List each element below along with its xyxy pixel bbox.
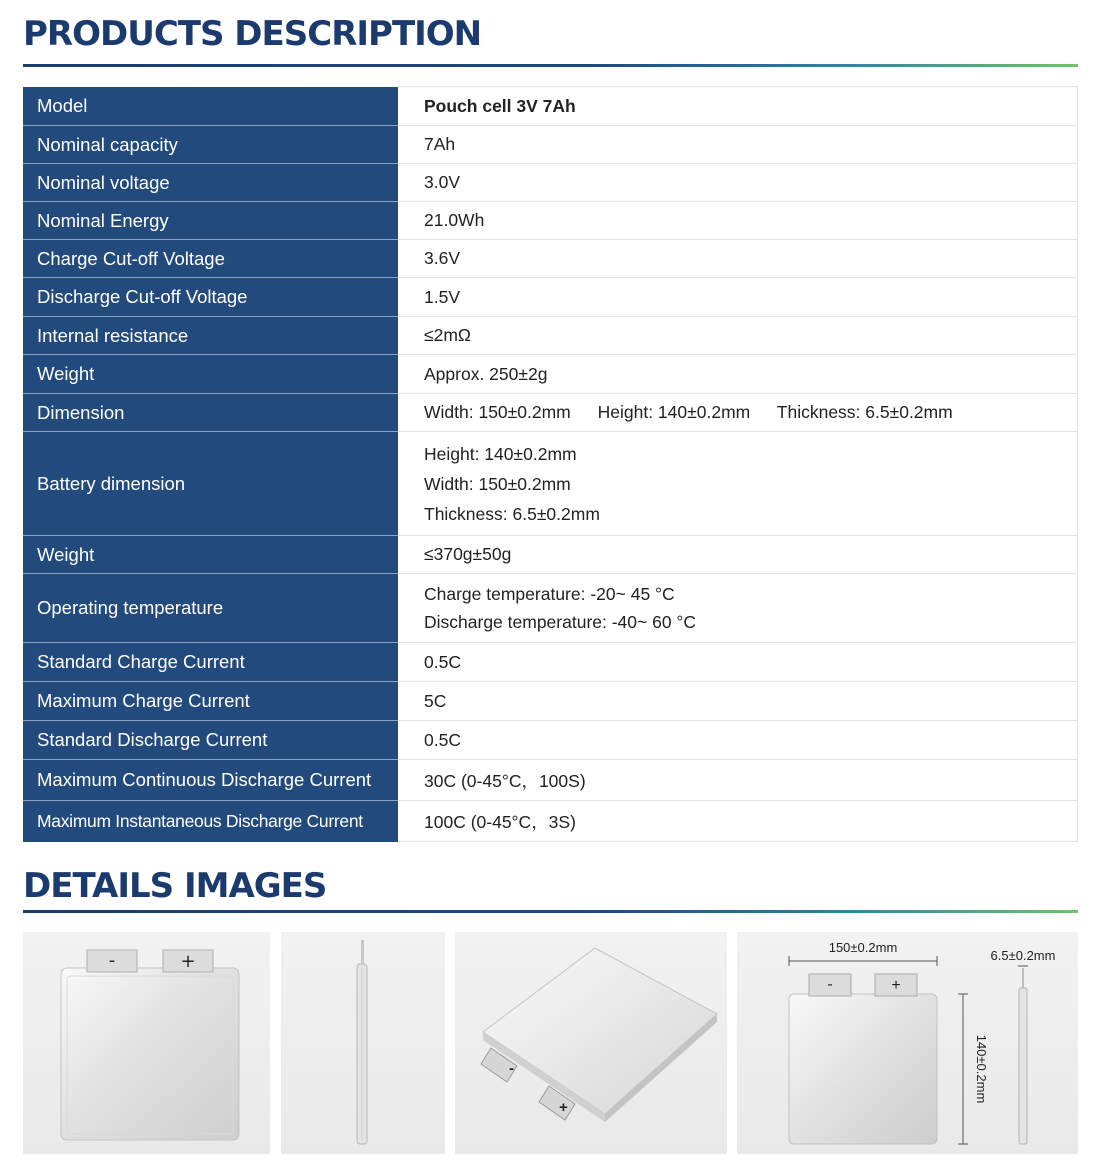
products-description-title: PRODUCTS DESCRIPTION xyxy=(23,14,482,54)
positive-terminal-label: + xyxy=(891,977,901,994)
spec-label: Standard Charge Current xyxy=(23,643,398,682)
negative-terminal-label: - xyxy=(827,976,833,993)
spec-row xyxy=(23,317,1078,355)
spec-value-line: Width: 150±0.2mm xyxy=(424,473,571,494)
spec-row xyxy=(23,643,1078,682)
dimension-thickness: Thickness: 6.5±0.2mm xyxy=(776,402,953,422)
spec-value: 7Ah xyxy=(398,126,1078,164)
spec-label: Internal resistance xyxy=(23,317,398,355)
title-underline xyxy=(23,64,1078,67)
thickness-dimension-label: 6.5±0.2mm xyxy=(990,948,1056,963)
spec-label: Nominal voltage xyxy=(23,164,398,202)
spec-value xyxy=(398,394,1078,432)
spec-value: Pouch cell 3V 7Ah xyxy=(398,87,1078,126)
spec-label: Maximum Charge Current xyxy=(23,682,398,721)
spec-label: Weight xyxy=(23,355,398,394)
spec-label: Maximum Continuous Discharge Current xyxy=(23,760,398,801)
dimension-height: Height: 140±0.2mm xyxy=(597,402,751,422)
negative-terminal-label: - xyxy=(108,950,116,971)
spec-row xyxy=(23,801,1078,842)
spec-label: Standard Discharge Current xyxy=(23,721,398,760)
spec-label: Maximum Instantaneous Discharge Current xyxy=(23,801,398,842)
spec-row xyxy=(23,536,1078,574)
title-underline xyxy=(23,910,1078,913)
spec-row xyxy=(23,240,1078,278)
spec-value: ≤2mΩ xyxy=(398,317,1078,355)
spec-row xyxy=(23,87,1078,126)
positive-terminal-label: + xyxy=(559,1099,568,1116)
spec-row xyxy=(23,202,1078,240)
spec-row xyxy=(23,164,1078,202)
spec-row xyxy=(23,394,1078,432)
battery-front-drawing xyxy=(23,932,270,1154)
spec-row xyxy=(23,126,1078,164)
spec-value xyxy=(398,574,1078,643)
battery-side-drawing xyxy=(281,932,445,1154)
spec-value-line: Discharge temperature: -40~ 60 °C xyxy=(424,612,697,632)
spec-label: Dimension xyxy=(23,394,398,432)
details-images-title: DETAILS IMAGES xyxy=(23,866,327,906)
spec-value: 100C (0-45°C，3S) xyxy=(398,801,1078,842)
spec-value-line: Thickness: 6.5±0.2mm xyxy=(424,503,600,524)
spec-value: ≤370g±50g xyxy=(398,536,1078,574)
spec-value: 0.5C xyxy=(398,643,1078,682)
battery-front-image xyxy=(23,932,270,1154)
negative-terminal-label: - xyxy=(509,1060,514,1077)
spec-label: Discharge Cut-off Voltage xyxy=(23,278,398,317)
spec-label: Battery dimension xyxy=(23,432,398,536)
spec-label: Model xyxy=(23,87,398,126)
spec-value: Approx. 250±2g xyxy=(398,355,1078,394)
spec-label: Charge Cut-off Voltage xyxy=(23,240,398,278)
spec-row xyxy=(23,355,1078,394)
spec-label: Weight xyxy=(23,536,398,574)
spec-value: 21.0Wh xyxy=(398,202,1078,240)
battery-angled-drawing xyxy=(455,932,727,1154)
spec-value-line: Height: 140±0.2mm xyxy=(424,443,577,464)
spec-value: 0.5C xyxy=(398,721,1078,760)
spec-label: Nominal Energy xyxy=(23,202,398,240)
spec-value: 3.6V xyxy=(398,240,1078,278)
spec-row xyxy=(23,721,1078,760)
spec-row xyxy=(23,278,1078,317)
dimension-width: Width: 150±0.2mm xyxy=(424,402,571,422)
spec-row xyxy=(23,682,1078,721)
spec-row xyxy=(23,760,1078,801)
battery-dimension-drawing xyxy=(737,932,1078,1154)
spec-row xyxy=(23,432,1078,536)
spec-table xyxy=(23,86,1078,842)
spec-value: 1.5V xyxy=(398,278,1078,317)
spec-value-line: Charge temperature: -20~ 45 °C xyxy=(424,584,675,604)
width-dimension-label: 150±0.2mm xyxy=(828,940,898,955)
spec-value: 3.0V xyxy=(398,164,1078,202)
positive-terminal-label: + xyxy=(180,951,196,972)
spec-label: Nominal capacity xyxy=(23,126,398,164)
battery-dimension-image xyxy=(737,932,1078,1154)
height-dimension-label: 140±0.2mm xyxy=(974,1034,989,1104)
spec-row xyxy=(23,574,1078,643)
spec-label: Operating temperature xyxy=(23,574,398,643)
battery-side-image xyxy=(281,932,445,1154)
spec-value: 5C xyxy=(398,682,1078,721)
spec-value xyxy=(398,432,1078,536)
battery-angled-image xyxy=(455,932,727,1154)
spec-value: 30C (0-45°C，100S) xyxy=(398,760,1078,801)
